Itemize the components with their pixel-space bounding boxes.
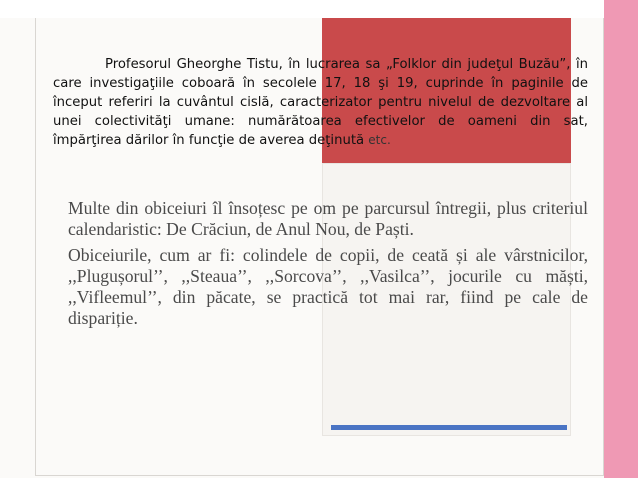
intro-paragraph-etc: etc. xyxy=(368,133,391,147)
body-paragraph-2: Obiceiurile, cum ar fi: colindele de copii, de ceată și ale vârstnicilor, ,,Plugușorul’’, ,,Steaua’’, ,,Sorcova’’, ,,Vasilca’’, jocurile cu măști, ,,Vifleemul’’, din păcate, se practică tot mai rar, fiind pe cale de dispariție. xyxy=(68,245,588,328)
frame-left-line xyxy=(35,18,36,476)
body-text xyxy=(68,198,588,334)
frame-bottom-line xyxy=(35,475,604,476)
frame-right-line xyxy=(603,18,604,476)
top-margin xyxy=(0,0,638,18)
intro-paragraph-text: Profesorul Gheorghe Tistu, în lucrarea sa „Folklor din judeţul Buzău”, în care investigaţiile coboară în secolele 17, 18 şi 19, cuprinde în paginile de început referiri la cuvântul cislă, caracterizator pentru nivelul de dezvoltare al unei colectivităţi umane: numărătoarea efectivelor de oameni din sat, împărţirea dărilor în funcţie de averea deţinută xyxy=(53,57,588,148)
pink-side-band xyxy=(604,0,638,478)
intro-paragraph xyxy=(53,55,588,150)
blue-accent-bar xyxy=(331,425,567,430)
body-paragraph-1: Multe din obiceiuri îl însoțesc pe om pe parcursul întregii, plus criteriul calendaristic: De Crăciun, de Anul Nou, de Paști. xyxy=(68,198,588,239)
